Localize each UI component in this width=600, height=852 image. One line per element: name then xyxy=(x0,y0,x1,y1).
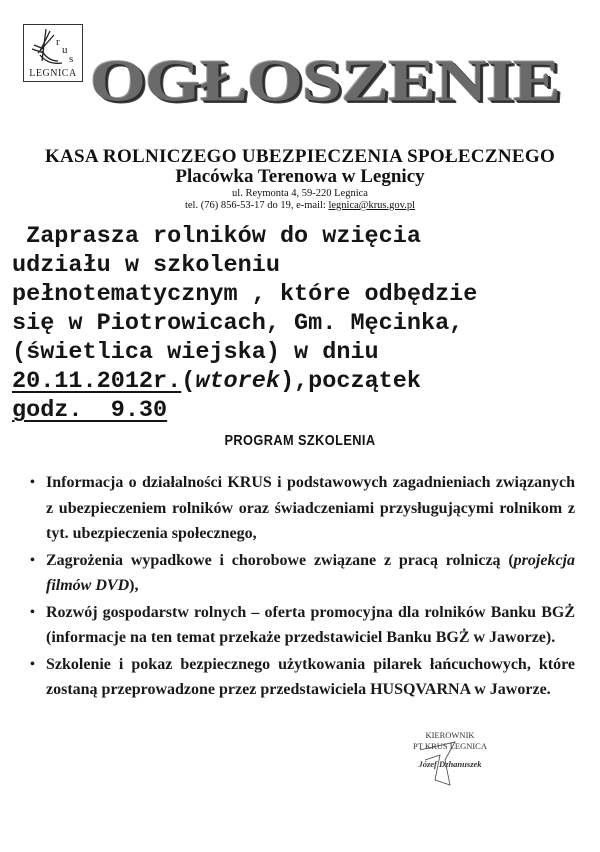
page-title: OGŁOSZENIE xyxy=(90,48,561,114)
paren-open: ( xyxy=(181,368,196,395)
start-label: ),początek xyxy=(279,368,421,395)
address: ul. Reymonta 4, 59-220 Legnica xyxy=(232,188,368,199)
contact-line xyxy=(0,200,600,211)
program-item xyxy=(30,470,575,547)
svg-text:u: u xyxy=(62,44,68,56)
invite-line-5: (świetlica wiejska) w dniu xyxy=(12,339,379,366)
bullet-icon: • xyxy=(30,656,35,672)
program-title: PROGRAM SZKOLENIA xyxy=(224,432,376,449)
program-item-suffix: ), xyxy=(129,577,139,594)
organization-name: KASA ROLNICZEGO UBEZPIECZENIA SPOŁECZNEGO xyxy=(44,146,556,167)
signature-name: Józef Dzhanuszek xyxy=(418,759,482,769)
krus-wheat-icon xyxy=(28,27,80,67)
krus-logo xyxy=(23,24,83,82)
program-item xyxy=(30,652,575,703)
invite-line-2: udziału w szkoleniu xyxy=(12,252,280,279)
logo-caption: LEGNICA xyxy=(29,68,77,79)
program-item-italic: projekcja filmów DVD xyxy=(46,551,575,594)
program-item xyxy=(30,548,575,599)
signature-role: KIEROWNIK xyxy=(425,730,475,740)
svg-text:s: s xyxy=(69,53,74,65)
event-weekday: wtorek xyxy=(195,368,280,395)
branch-name: Placówka Terenowa w Legnicy xyxy=(175,166,425,187)
program-item-text: Rozwój gospodarstw rolnych – oferta promocyjna dla rolników Banku BGŻ (informacje na ten temat przekaże przedstawiciel Banku BGŻ w Jaworze). xyxy=(46,603,575,646)
program-list xyxy=(30,470,575,704)
event-time: godz. 9.30 xyxy=(12,397,168,424)
invite-line-1: Zaprasza rolników do wzięcia xyxy=(12,223,421,250)
event-date: 20.11.2012r. xyxy=(12,368,182,395)
svg-text:r: r xyxy=(56,36,60,48)
program-item xyxy=(30,600,575,651)
bullet-icon: • xyxy=(30,552,35,568)
invite-line-4: się w Piotrowicach, Gm. Męcinka, xyxy=(12,310,464,337)
invite-line-3: pełnotematycznym , które odbędzie xyxy=(12,281,478,308)
program-item-text: Szkolenie i pokaz bezpiecznego użytkowania pilarek łańcuchowych, które zostaną przeprowadzone przez przedstawiciela HUSQVARNA w Jaworze. xyxy=(46,655,575,698)
handwritten-signature-icon xyxy=(415,740,475,790)
invitation-text xyxy=(12,222,592,425)
bullet-icon: • xyxy=(30,604,35,620)
email-link[interactable]: legnica@krus.gov.pl xyxy=(328,200,416,211)
bullet-icon: • xyxy=(30,475,35,490)
program-item-text: Zagrożenia wypadkowe i chorobowe związane z pracą rolniczą ( xyxy=(46,551,514,569)
signature-unit: PT KRUS LEGNICA xyxy=(413,741,487,751)
contact-phone: tel. (76) 856-53-17 do 19, e-mail: xyxy=(184,200,329,211)
program-item-text: Informacja o działalności KRUS i podstawowych zagadnieniach związanych z ubezpieczeniem rolników oraz świadczeniami przysługującymi rolnikom z tyt. ubezpieczenia społecznego, xyxy=(46,474,575,542)
